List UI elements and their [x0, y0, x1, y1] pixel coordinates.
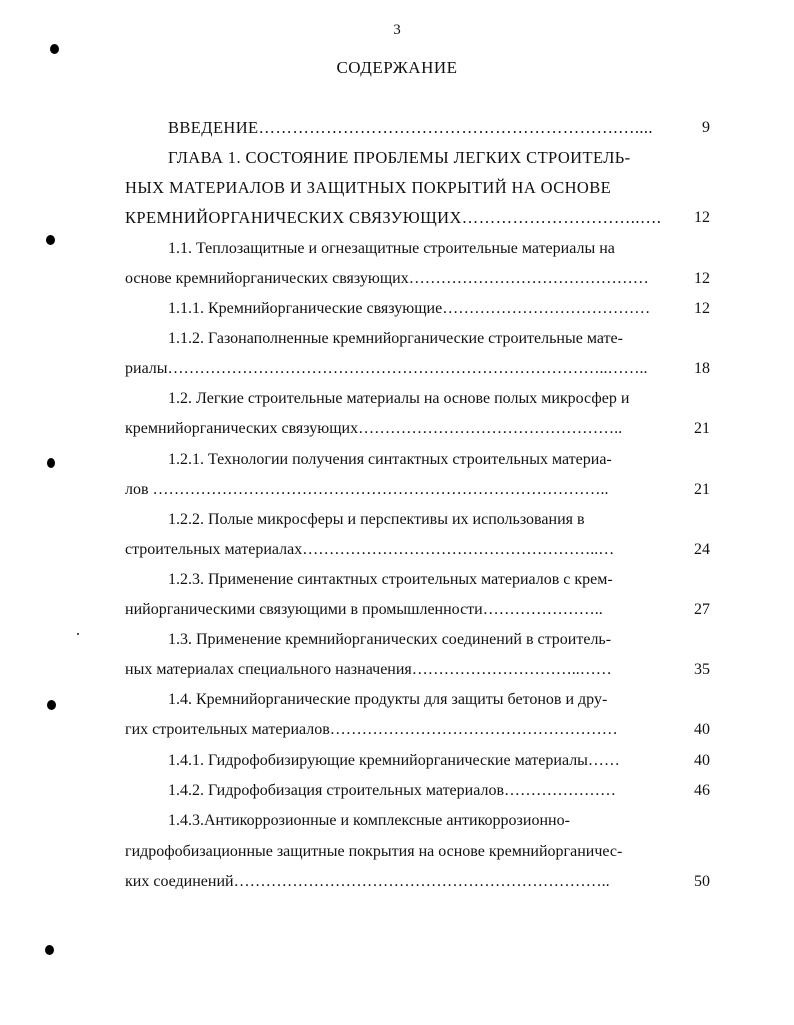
toc-line-1-1-2-a: 1.1.2. Газонаполненные кремнийорганические строительные мате- — [168, 330, 623, 347]
scan-mark-dot — [45, 945, 54, 955]
scan-mark-dot — [47, 700, 56, 710]
scan-speck — [77, 633, 79, 635]
scan-mark-dot — [50, 44, 59, 54]
toc-page-chapter1: 12 — [694, 209, 710, 226]
toc-line-1-3-a: 1.3. Применение кремнийорганических соединений в строитель- — [168, 631, 612, 648]
toc-line-1-2-3-b: нийорганическими связующими в промышленности………………….. — [125, 601, 603, 618]
page-title: СОДЕРЖАНИЕ — [336, 58, 458, 77]
toc-page-introduction: 9 — [702, 119, 710, 136]
toc-line-1-3-b: ных материалах специального назначения…………………………..…… — [125, 661, 612, 678]
toc-line-1-4-3-c: ких соединений…………………………………………………………….. — [125, 873, 610, 890]
toc-line-1-1-2-b: риалы………………………………………………………………………..…….. — [125, 360, 648, 377]
toc-line-1-4-2: 1.4.2. Гидрофобизация строительных материалов………………… — [168, 782, 616, 799]
toc-line-1-2-1-a: 1.2.1. Технологии получения синтактных строительных материа- — [168, 451, 612, 468]
toc-page-1-1: 12 — [694, 270, 710, 287]
toc-line-1-2-b: кремнийорганических связующих………………………………………….. — [125, 420, 623, 437]
toc-page-1-4-2: 46 — [694, 782, 710, 799]
toc-page-1-4-1: 40 — [694, 752, 710, 769]
toc-line-1-4-a: 1.4. Кремнийорганические продукты для защиты бетонов и дру- — [168, 691, 608, 708]
toc-page-1-4: 40 — [694, 721, 710, 738]
page-number: 3 — [393, 22, 401, 38]
scan-mark-dot — [47, 458, 55, 468]
toc-line-1-2-1-b: лов ………………………………………………………………………….. — [125, 481, 609, 498]
toc-line-chapter1-3: КРЕМНИЙОРГАНИЧЕСКИХ СВЯЗУЮЩИХ…………………………..…. — [125, 208, 662, 227]
toc-line-1-4-1: 1.4.1. Гидрофобизирующие кремнийорганические материалы…… — [168, 752, 620, 769]
toc-line-1-1-1: 1.1.1. Кремнийорганические связующие………………………………… — [168, 300, 651, 317]
toc-line-1-1-b: основе кремнийорганических связующих……………………………………… — [125, 270, 649, 287]
toc-line-1-2-3-a: 1.2.3. Применение синтактных строительных материалов с крем- — [168, 571, 613, 588]
toc-page-1-1-2: 18 — [694, 360, 710, 377]
toc-page-1-2-2: 24 — [694, 541, 710, 558]
toc-line-introduction: ВВЕДЕНИЕ……………………………………………………….….... — [168, 118, 653, 137]
toc-line-1-1-a: 1.1. Теплозащитные и огнезащитные строительные материалы на — [168, 240, 615, 257]
toc-line-1-2-2-a: 1.2.2. Полые микросферы и перспективы их использования в — [168, 511, 585, 528]
toc-page-1-2-1: 21 — [694, 481, 710, 498]
toc-page-1-4-3: 50 — [694, 873, 710, 890]
toc-line-1-4-3-b: гидрофобизационные защитные покрытия на основе кремнийорганичес- — [125, 843, 623, 860]
scan-mark-dot — [46, 235, 55, 245]
toc-line-1-2-2-b: строительных материалах………………………………………………..… — [125, 541, 615, 558]
toc-line-1-4-b: гих строительных материалов……………………………………………… — [125, 721, 618, 738]
toc-page-1-1-1: 12 — [694, 300, 710, 317]
toc-page-1-2: 21 — [694, 420, 710, 437]
toc-line-chapter1-1: ГЛАВА 1. СОСТОЯНИЕ ПРОБЛЕМЫ ЛЕГКИХ СТРОИТЕЛЬ- — [168, 148, 631, 167]
toc-page-1-2-3: 27 — [694, 601, 710, 618]
toc-line-1-4-3-a: 1.4.3.Антикоррозионные и комплексные антикоррозионно- — [168, 812, 570, 829]
toc-line-chapter1-2: НЫХ МАТЕРИАЛОВ И ЗАЩИТНЫХ ПОКРЫТИЙ НА ОСНОВЕ — [125, 178, 612, 197]
toc-page-1-3: 35 — [694, 661, 710, 678]
toc-line-1-2-a: 1.2. Легкие строительные материалы на основе полых микросфер и — [168, 390, 630, 407]
